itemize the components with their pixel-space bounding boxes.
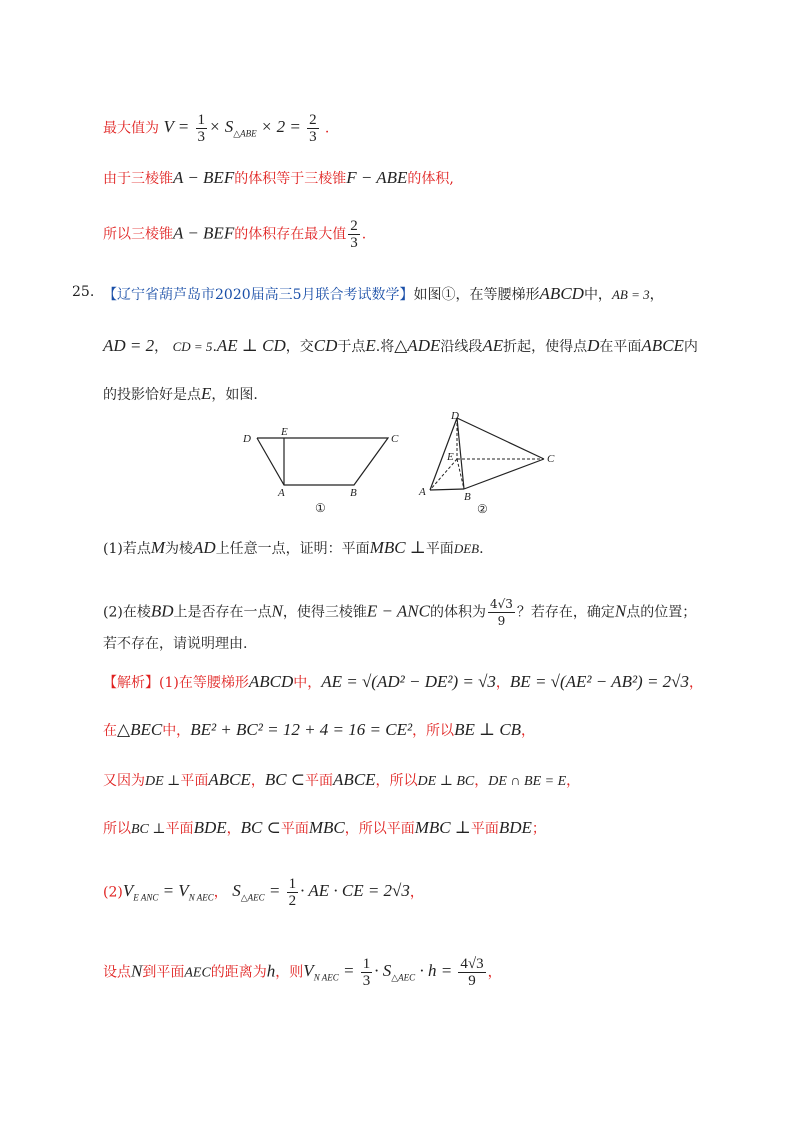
caption-2: ②: [477, 502, 488, 516]
max-value-label: 最大值为: [103, 120, 159, 137]
math-abce: ABCE: [641, 336, 684, 355]
edge-bc: [464, 459, 544, 489]
v: V: [122, 881, 134, 901]
math-mbc-perp: MBC ⊥: [414, 818, 471, 837]
text: ，如图.: [211, 387, 258, 403]
subscript: △AEC: [240, 892, 265, 903]
math-d: D: [587, 336, 600, 355]
edge-ea-dashed: [430, 459, 457, 490]
text: 所以: [103, 821, 131, 837]
problem-source: 【辽宁省葫芦岛市2020届高三5月联合考试数学】: [103, 287, 414, 303]
math-n: N: [614, 601, 627, 621]
math-mbc: MBC: [308, 818, 345, 837]
text: ？若存在，确定: [516, 604, 615, 621]
text: .: [479, 541, 484, 557]
text: ，: [213, 884, 228, 901]
frac-num: 2: [309, 112, 317, 128]
equal-volume-line: [103, 168, 454, 189]
solution-line-5: [103, 876, 424, 909]
text: 由于三棱锥: [103, 171, 173, 187]
text: 平面: [470, 821, 499, 837]
label-e: E: [447, 451, 454, 463]
text: 上任意一点，证明：平面: [215, 541, 370, 557]
problem-number: 25.: [72, 284, 95, 300]
text: ，: [409, 884, 424, 901]
math-f-abe: F − ABE: [346, 168, 408, 187]
text: 平面: [305, 773, 334, 789]
text: ，: [495, 675, 510, 691]
math-area-aec: [232, 876, 410, 909]
solution-line-6: [103, 956, 502, 989]
label-e: E: [281, 426, 288, 438]
text: (1)若点: [103, 541, 151, 557]
frac-den: 9: [468, 973, 476, 989]
text: ，: [566, 773, 581, 789]
fraction-two-thirds: [348, 218, 360, 251]
figure-1-trapezoid: [240, 424, 410, 524]
math-aec: AEC: [184, 965, 211, 981]
subscript: △AEC: [391, 972, 416, 983]
text: 折起，使得点: [503, 339, 588, 355]
math-bc-subset: BC ⊂: [264, 770, 306, 789]
question-2: [103, 596, 696, 629]
math-volume-eq: [122, 881, 214, 903]
text: 的体积等于三棱锥: [234, 171, 347, 187]
frac-num: 4√3: [460, 956, 484, 972]
text: ，: [487, 964, 502, 981]
label-d: D: [451, 410, 459, 422]
text: ，交: [285, 339, 314, 355]
conclusion-line: [103, 218, 366, 251]
problem-line-3: [103, 384, 258, 405]
text: 的体积存在最大值: [234, 226, 347, 243]
text: 沿线段: [440, 339, 483, 355]
text: .将: [375, 339, 395, 355]
math-h: h: [266, 961, 276, 981]
math-be-value: BE = √(AE² − AB²) = 2√3: [509, 672, 690, 691]
text: 平面: [280, 821, 309, 837]
text: ，使得三棱锥: [282, 604, 367, 621]
math-bc-perp: BC ⊥: [131, 822, 166, 837]
frac-den: 3: [309, 129, 317, 145]
math-bc-subset: BC ⊂: [240, 818, 281, 837]
math-de-perp: DE ⊥: [145, 774, 181, 789]
product: · AE · CE = 2√3: [300, 881, 410, 901]
s: S: [232, 881, 241, 901]
label-a: A: [419, 486, 426, 498]
subscript: N AEC: [188, 892, 214, 903]
solution-line-1: [103, 672, 703, 693]
max-value-line: [103, 112, 329, 145]
frac-den: 9: [497, 614, 506, 628]
v: V: [303, 961, 314, 981]
text: 平面: [165, 821, 194, 837]
eq: =: [264, 881, 285, 901]
text: 在平面: [599, 339, 642, 355]
solution-line-4: [103, 818, 546, 840]
text: 的投影恰好是点: [103, 387, 201, 403]
frac-den: 3: [362, 973, 371, 989]
text: ，: [154, 339, 169, 355]
math-n: N: [271, 601, 283, 621]
math-de-perp-bc: DE ⊥ BC: [417, 774, 475, 789]
eq: =: [338, 961, 359, 981]
fraction-4root3-9: [458, 956, 485, 989]
text: 所以三棱锥: [103, 226, 173, 243]
subscript-abe: △ABE: [233, 128, 257, 139]
math-e: E: [365, 336, 376, 355]
math-abce: ABCE: [208, 770, 251, 789]
frac-den: 2: [288, 893, 297, 909]
math-cd: CD: [313, 336, 338, 355]
label-a: A: [278, 487, 285, 499]
math-n: N: [131, 961, 143, 981]
text: 点的位置；: [626, 604, 697, 621]
text: .: [212, 339, 217, 355]
text: ，: [250, 773, 265, 789]
label-d: D: [243, 433, 251, 445]
math-ad: AD: [193, 538, 216, 557]
times-s: × S: [209, 117, 234, 137]
problem-line-2: [103, 336, 698, 357]
text: 上是否存在一点: [173, 604, 272, 621]
question-2-cont: [103, 634, 247, 654]
edge-ab: [430, 489, 464, 490]
label-c: C: [391, 433, 399, 445]
text: 于点: [337, 339, 366, 355]
text: ，: [689, 675, 704, 691]
math-abcd: ABCD: [248, 672, 294, 691]
math-de-cap-be: DE ∩ BE = E: [488, 774, 567, 789]
text: 中，: [583, 287, 612, 303]
text: 内: [683, 339, 698, 355]
frac-num: 1: [197, 112, 206, 128]
text: 中，: [162, 723, 191, 739]
math-volume-formula: [303, 956, 487, 989]
math-pythagoras: BE² + BC² = 12 + 4 = 16 = CE²: [190, 720, 413, 739]
question-1: [103, 538, 484, 559]
text: 的体积,: [407, 171, 454, 187]
eq-v: = V: [158, 881, 189, 901]
math-ae: AE: [482, 336, 504, 355]
times-two: × 2 =: [256, 117, 306, 137]
text: 如图①，在等腰梯形: [413, 287, 540, 303]
text: 平面: [180, 773, 209, 789]
math-bd: BD: [150, 601, 174, 621]
text: ，: [649, 287, 664, 303]
dot-s: · S: [374, 961, 392, 981]
frac-num: 1: [362, 956, 371, 972]
caption-1: ①: [315, 501, 326, 515]
solution-tag: 【解析】: [103, 675, 159, 691]
frac-den: 3: [350, 235, 358, 251]
text: ，则: [275, 964, 304, 981]
text: 若不存在，请说明理由.: [103, 636, 248, 652]
math-ab-3: AB = 3: [611, 287, 650, 302]
text: 为棱: [165, 541, 194, 557]
text: (2)在棱: [103, 604, 151, 621]
math-a-bef: A − BEF: [173, 223, 235, 243]
frac-num: 4√3: [489, 597, 513, 611]
text: 又因为: [103, 773, 145, 789]
math-m: M: [150, 538, 166, 557]
math-bde: BDE: [193, 818, 227, 837]
frac-den: 3: [197, 129, 206, 145]
text: 设点: [103, 964, 131, 981]
math-bde: BDE: [498, 818, 532, 837]
math-ae-value: AE = √(AD² − DE²) = √3: [321, 672, 496, 691]
text: 的距离为: [210, 964, 267, 981]
math-e: E: [201, 384, 212, 403]
edge-dc: [457, 418, 544, 459]
text: 在: [103, 723, 117, 739]
fraction-two-thirds: [307, 112, 319, 145]
text: (1)在等腰梯形: [159, 675, 249, 691]
fraction-one-third: [196, 112, 208, 145]
fraction-4root3-9: [488, 596, 515, 629]
text: ，: [226, 821, 241, 837]
text: ，所以平面: [344, 821, 415, 837]
solution-line-3: [103, 770, 580, 792]
problem-line-1: [103, 284, 664, 305]
subscript: N AEC: [313, 972, 339, 983]
period: .: [361, 226, 367, 243]
math-tri-bec: △BEC: [117, 720, 163, 739]
volume-formula: [163, 112, 324, 145]
text: 中，: [293, 675, 322, 691]
math-be-perp-cb: BE ⊥ CB: [454, 720, 522, 739]
solution-line-2: [103, 720, 535, 741]
math-abcd: ABCD: [539, 284, 584, 303]
text: ，所以: [412, 723, 455, 739]
text: ，: [474, 773, 489, 789]
math-two-thirds: [346, 218, 362, 251]
frac-num: 2: [350, 218, 358, 234]
edge-db: [457, 418, 464, 489]
text: ，所以: [375, 773, 418, 789]
trapezoid-outline: [257, 438, 388, 485]
subscript: E ANC: [133, 892, 159, 903]
math-tri-ade: △ADE: [394, 336, 441, 355]
label-b: B: [350, 487, 357, 499]
period: .: [324, 120, 330, 137]
text: 到平面: [142, 964, 185, 981]
frac-num: 1: [288, 876, 297, 892]
text: 的体积为: [429, 604, 486, 621]
math-abce: ABCE: [333, 770, 376, 789]
label-b: B: [464, 491, 471, 503]
dot-h: · h =: [415, 961, 457, 981]
text: ，: [521, 723, 536, 739]
math-mbc-perp: MBC ⊥: [369, 538, 426, 557]
text: (2): [103, 884, 123, 901]
fraction-one-half: [287, 876, 299, 909]
math-ad-2: AD = 2: [103, 336, 155, 355]
text: 平面: [425, 541, 454, 557]
label-c: C: [547, 453, 555, 465]
text: ；: [531, 821, 546, 837]
math-a-bef: A − BEF: [173, 168, 235, 187]
math-deb: DEB: [453, 541, 480, 556]
fraction-one-third: [361, 956, 373, 989]
math-ae-perp-cd: AE ⊥ CD: [216, 336, 286, 355]
v-symbol: V =: [163, 117, 194, 137]
math-cd-5: CD = 5: [172, 339, 213, 354]
figure-2-pyramid: [414, 410, 574, 520]
math-e-anc: E − ANC: [366, 601, 430, 621]
